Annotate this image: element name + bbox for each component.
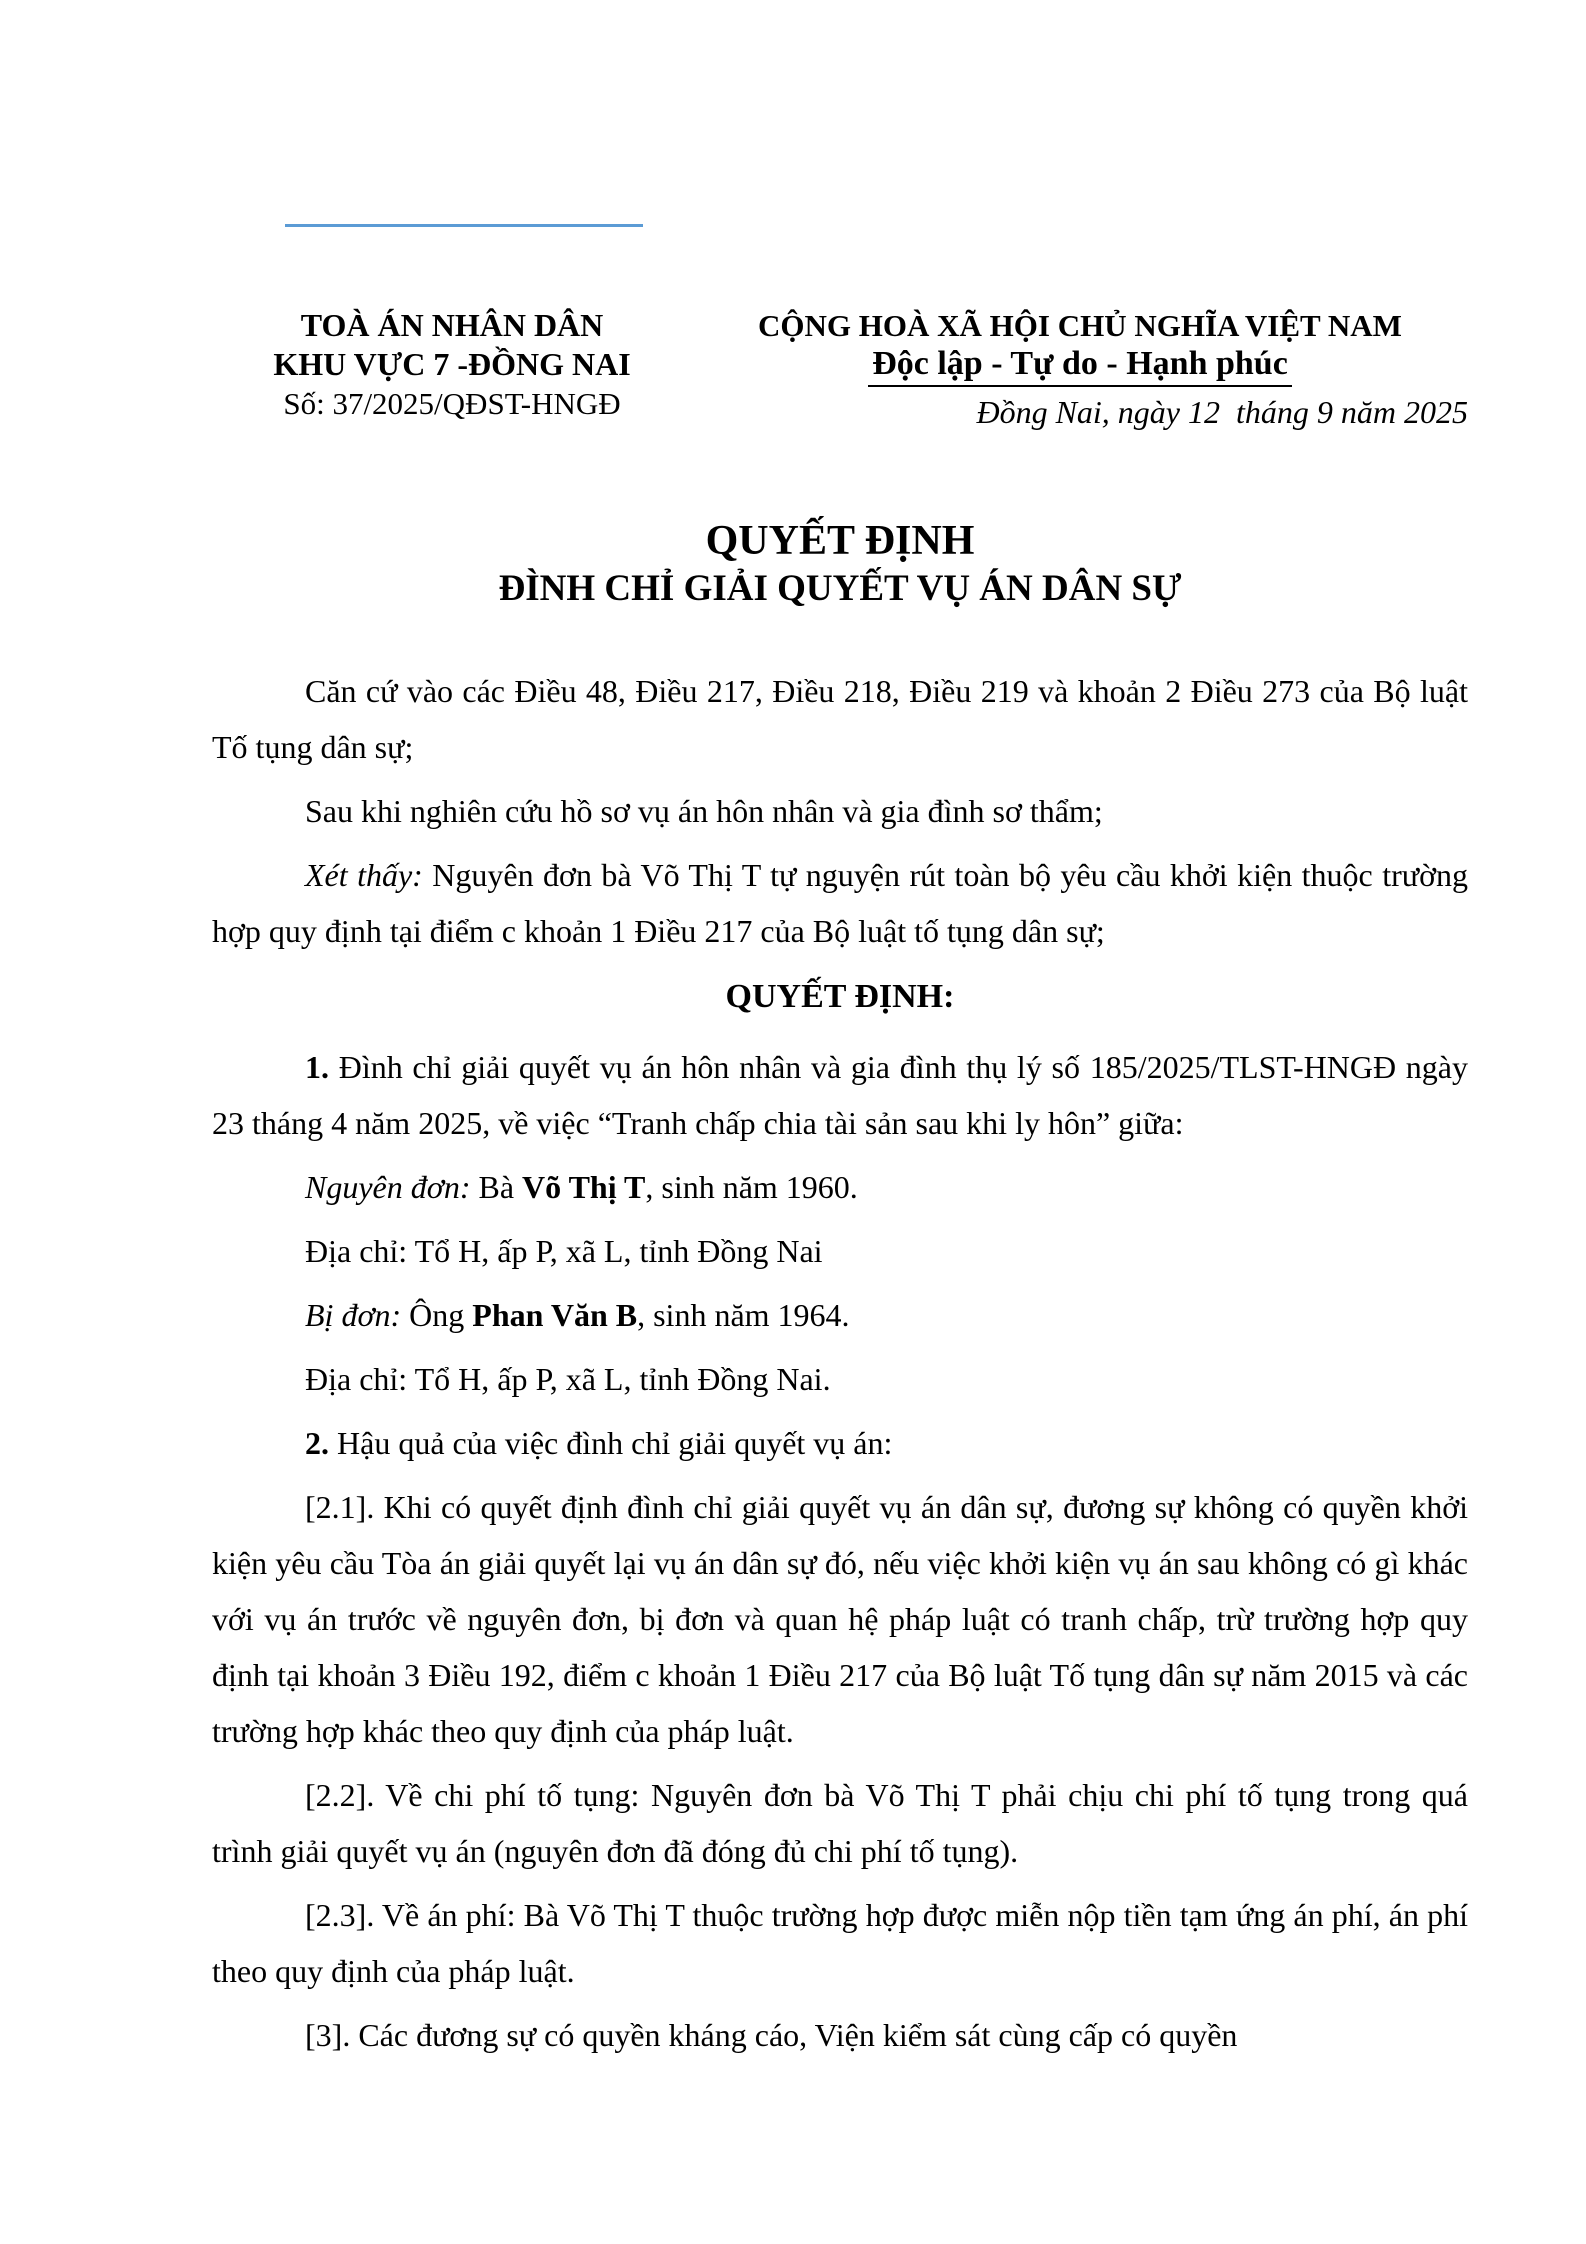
text-segment: 1.	[305, 1049, 329, 1085]
text-segment: Nguyên đơn bà Võ Thị T tự nguyện rút toàn bộ yêu cầu khởi kiện thuộc trường hợp quy định tại điểm c khoản 1 Điều 217 của Bộ luật tố tụng dân sự;	[212, 857, 1469, 949]
decision-heading: QUYẾT ĐỊNH:	[725, 978, 955, 1015]
preamble-paragraph-2: Sau khi nghiên cứu hồ sơ vụ án hôn nhân và gia đình sơ thẩm;	[305, 793, 1103, 829]
court-region: KHU VỰC 7 -ĐỒNG NAI	[273, 346, 631, 382]
consequence-paragraph-21: [2.1]. Khi có quyết định đình chỉ giải quyết vụ án dân sự, đương sự không có quyền khởi kiện yêu cầu Tòa án giải quyết lại vụ án dân sự đó, nếu việc khởi kiện vụ án sau không có gì khác với vụ án trước về nguyên đơn, bị đơn và quan hệ pháp luật có tranh chấp, trừ trường hợp quy định tại khoản 3 Điều 192, điểm c khoản 1 Điều 217 của Bộ luật Tố tụng dân sự năm 2015 và các trường hợp khác theo quy định của pháp luật.	[212, 1489, 1468, 1749]
text-segment: Võ Thị T	[522, 1169, 646, 1205]
preamble-paragraph-3	[212, 847, 1468, 959]
consequence-paragraph-23: [2.3]. Về án phí: Bà Võ Thị T thuộc trường hợp được miễn nộp tiền tạm ứng án phí, án phí theo quy định của pháp luật.	[212, 1897, 1468, 1989]
plaintiff-line	[212, 1159, 1468, 1215]
court-name: TOÀ ÁN NHÂN DÂN	[300, 307, 604, 343]
preamble-paragraph-1: Căn cứ vào các Điều 48, Điều 217, Điều 218, Điều 219 và khoản 2 Điều 273 của Bộ luật Tố tụng dân sự;	[212, 673, 1468, 765]
document-header	[0, 0, 1586, 433]
decision-item-1	[212, 1039, 1468, 1151]
defendant-line	[212, 1287, 1468, 1343]
text-segment: Nguyên đơn:	[305, 1169, 471, 1205]
text-segment: Bà	[470, 1169, 523, 1205]
plaintiff-address: Địa chỉ: Tổ H, ấp P, xã L, tỉnh Đồng Nai	[305, 1233, 823, 1269]
decision-number: Số: 37/2025/QĐST-HNGĐ	[283, 386, 621, 421]
document-subtitle: ĐÌNH CHỈ GIẢI QUYẾT VỤ ÁN DÂN SỰ	[498, 568, 1182, 609]
document-title-block	[212, 517, 1468, 613]
top-blue-divider	[285, 224, 643, 227]
text-segment: Đình chỉ giải quyết vụ án hôn nhân và gia đình thụ lý số 185/2025/TLST-HNGĐ ngày 23 tháng 4 năm 2025, về việc “Tranh chấp chia tài sản sau khi ly hôn” giữa:	[212, 1049, 1468, 1141]
document-title: QUYẾT ĐỊNH	[705, 518, 975, 564]
text-segment: 2.	[305, 1425, 329, 1461]
place-and-date: Đồng Nai, ngày 12 tháng 9 năm 2025	[976, 394, 1468, 430]
text-segment: Ông	[401, 1297, 473, 1333]
defendant-address: Địa chỉ: Tổ H, ấp P, xã L, tỉnh Đồng Nai.	[305, 1361, 831, 1397]
header-national-block	[692, 306, 1468, 433]
text-segment: , sinh năm 1960.	[645, 1169, 858, 1205]
national-motto-wrap	[692, 345, 1468, 391]
national-title: CỘNG HOÀ XÃ HỘI CHỦ NGHĨA VIỆT NAM	[758, 308, 1402, 343]
decision-item-2	[212, 1415, 1468, 1471]
text-segment: Hậu quả của việc đình chỉ giải quyết vụ án:	[329, 1425, 893, 1461]
text-segment: , sinh năm 1964.	[637, 1297, 850, 1333]
header-court-block	[212, 306, 692, 424]
document-body	[212, 663, 1468, 2063]
text-segment: Xét thấy:	[305, 857, 423, 893]
text-segment: Phan Văn B	[472, 1297, 638, 1333]
consequence-paragraph-22: [2.2]. Về chi phí tố tụng: Nguyên đơn bà Võ Thị T phải chịu chi phí tố tụng trong quá trình giải quyết vụ án (nguyên đơn đã đóng đủ chi phí tố tụng).	[212, 1777, 1468, 1869]
national-motto: Độc lập - Tự do - Hạnh phúc	[868, 345, 1292, 387]
text-segment: Bị đơn:	[305, 1297, 402, 1333]
appeal-rights-paragraph: [3]. Các đương sự có quyền kháng cáo, Viện kiểm sát cùng cấp có quyền	[305, 2017, 1238, 2053]
